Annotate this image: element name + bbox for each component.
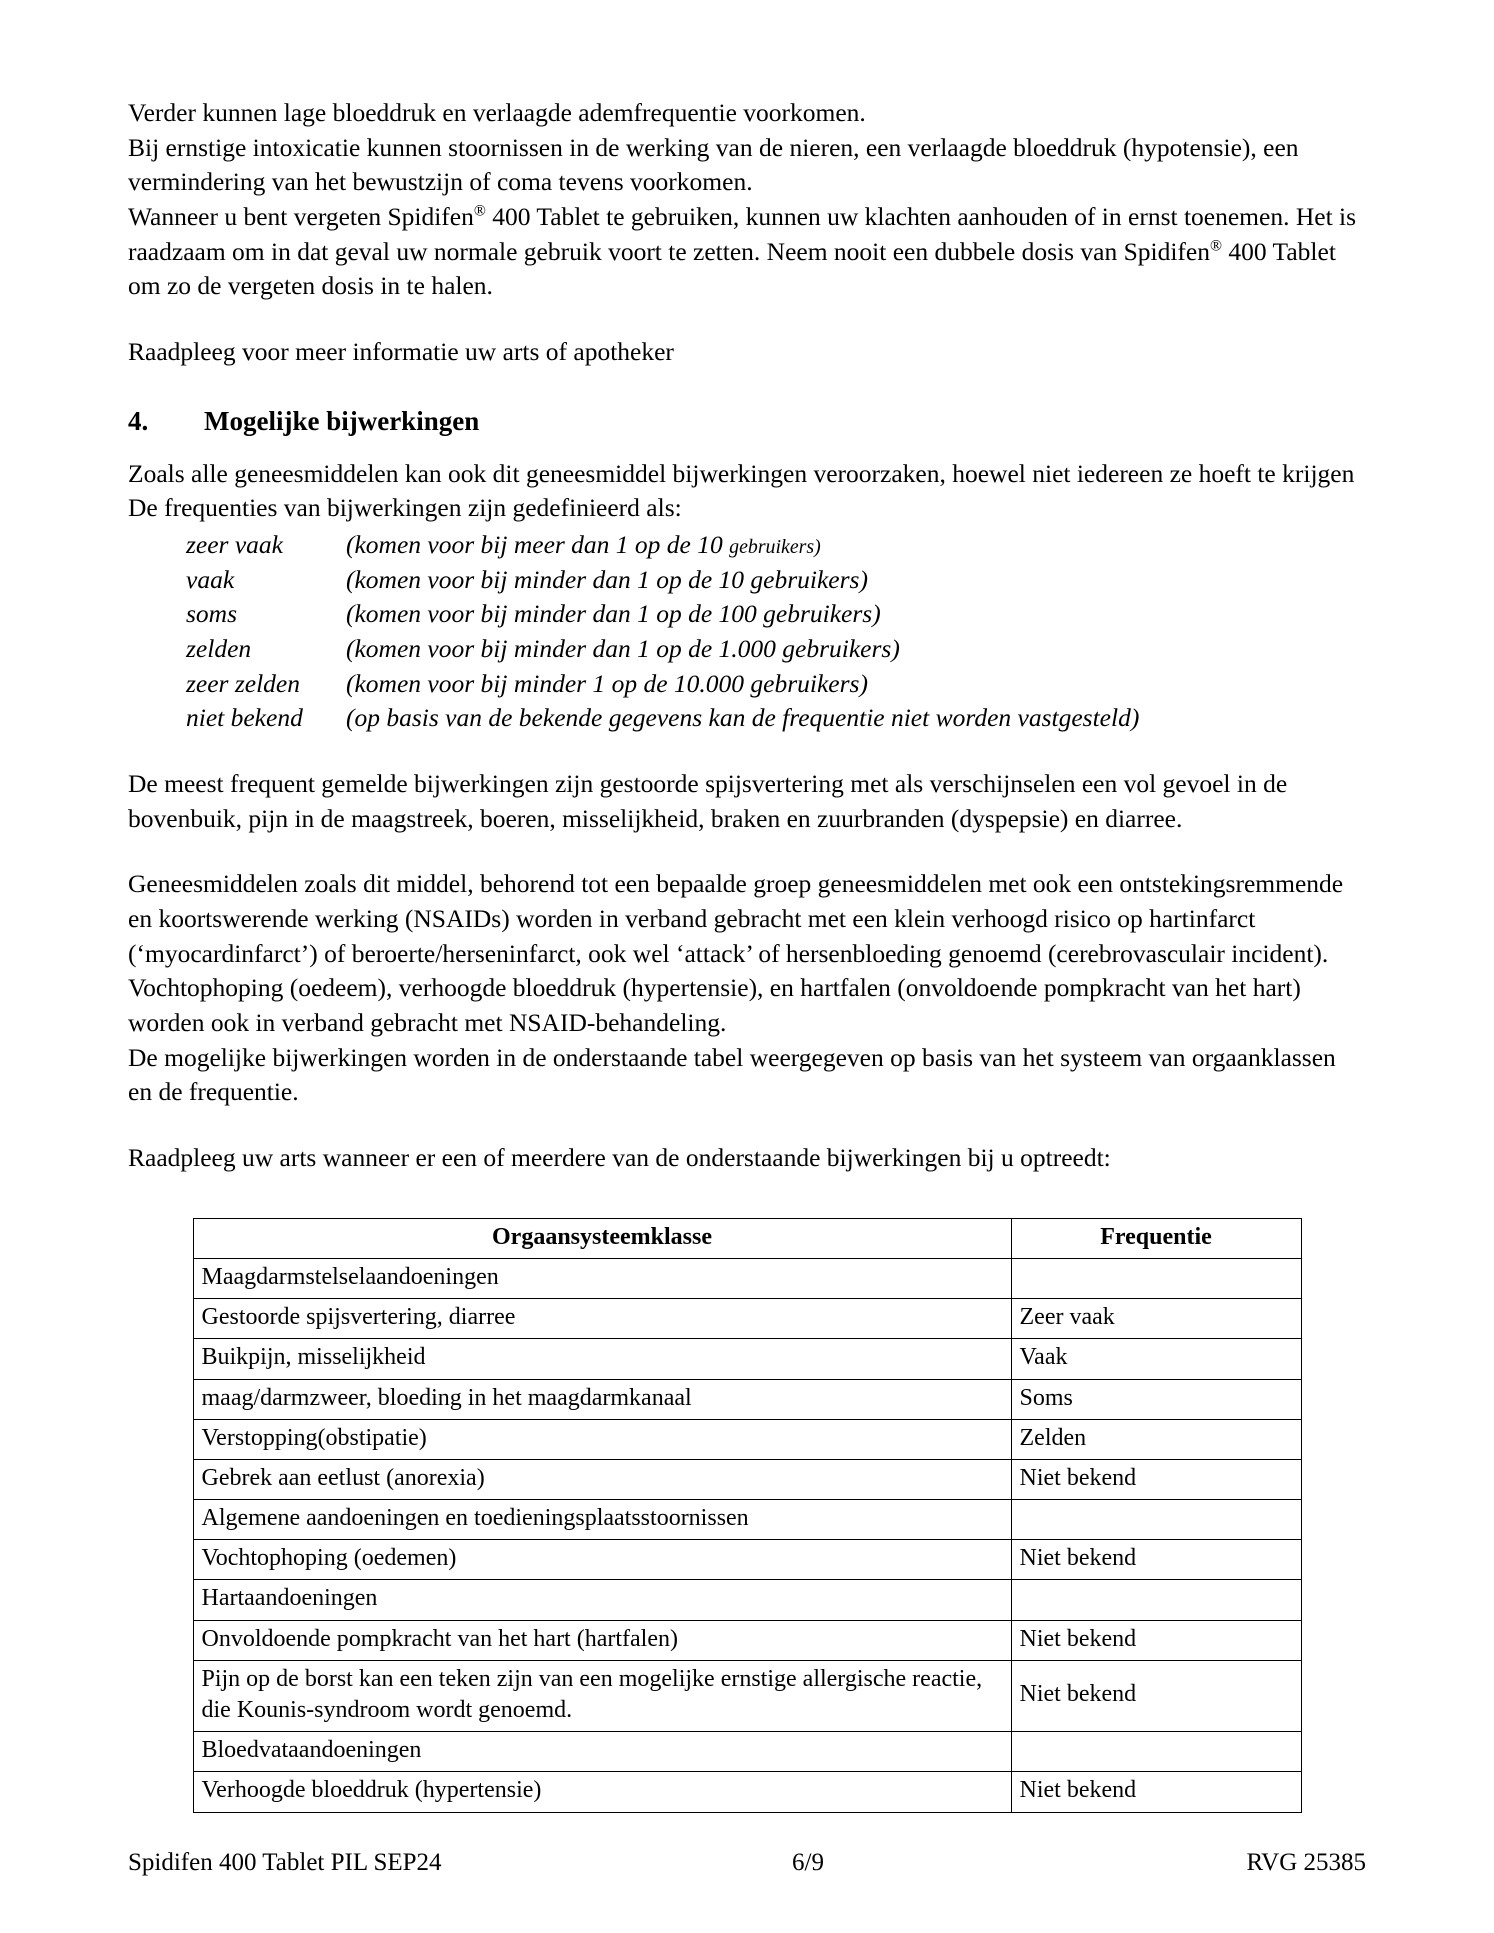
- frequency-term: niet bekend: [186, 703, 303, 733]
- section-heading-4: [128, 406, 1366, 437]
- frequency-definition-row: [128, 701, 1366, 736]
- adverse-effect-term: Gestoorde spijsvertering, diarree: [193, 1299, 1011, 1339]
- frequency-term: vaak: [186, 564, 235, 594]
- table-row: [193, 1580, 1301, 1620]
- forgotten-dose-text-1: Wanneer u bent vergeten Spidifen: [128, 202, 474, 232]
- adverse-effect-term: Verhoogde bloeddruk (hypertensie): [193, 1772, 1011, 1812]
- page-footer: [128, 1849, 1366, 1877]
- advice-block: [128, 335, 1366, 370]
- forgotten-dose-text-3: 400 Tablet om zo de vergeten dosis in te halen.: [128, 236, 1336, 301]
- consult-doctor-block: [128, 1141, 1366, 1176]
- frequency-term: zelden: [186, 634, 252, 664]
- forgotten-dose-text-2: 400 Tablet te gebruiken, kunnen uw klachten aanhouden of in ernst toenemen. Het is raadzaam om in dat geval uw normale gebruik voort te zetten. Neem nooit een dubbele dosis van Spidifen: [128, 202, 1357, 266]
- table-row: [193, 1258, 1301, 1298]
- footer-document-name: Spidifen 400 Tablet PIL SEP24: [128, 1849, 442, 1876]
- table-row: [193, 1459, 1301, 1499]
- frequency-definition: (op basis van de bekende gegevens kan de frequentie niet worden vastgesteld): [346, 703, 1140, 733]
- column-header-organ-class: Orgaansysteemklasse: [193, 1218, 1011, 1258]
- paragraph-spacer: [128, 1110, 1366, 1141]
- frequency-cell: Zelden: [1011, 1419, 1301, 1459]
- frequency-cell: Niet bekend: [1011, 1660, 1301, 1731]
- table-row: [193, 1772, 1301, 1812]
- frequency-definition: (komen voor bij minder 1 op de 10.000 gebruikers): [346, 668, 868, 698]
- frequency-definition-row: [128, 597, 1366, 632]
- column-header-frequency: Frequentie: [1011, 1218, 1301, 1258]
- table-body: [193, 1258, 1301, 1812]
- frequency-cell: Niet bekend: [1011, 1772, 1301, 1812]
- frequency-cell: Vaak: [1011, 1339, 1301, 1379]
- frequency-definition: (komen voor bij minder dan 1 op de 10 gebruikers): [346, 564, 868, 594]
- table-row: [193, 1339, 1301, 1379]
- frequency-definition: [346, 528, 1366, 563]
- nsaid-risk-paragraph: Geneesmiddelen zoals dit middel, behorend tot een bepaalde groep geneesmiddelen met ook een ontstekingsremmende en koortswerende werking (NSAIDs) worden in verband gebracht met een klein verhoogd risico op hartinfarct (‘myocardinfarct’) of beroerte/herseninfarct, ook wel ‘attack’ of hersenbloeding genoemd (cerebrovasculair incident). Vochtophoping (oedeem), verhoogde bloeddruk (hypertensie), en hartfalen (onvoldoende pompkracht van het hart) worden ook in verband gebracht met NSAID-behandeling.: [128, 869, 1344, 1038]
- adverse-effect-term: Gebrek aan eetlust (anorexia): [193, 1459, 1011, 1499]
- section-title: Mogelijke bijwerkingen: [204, 405, 480, 436]
- table-row: [193, 1660, 1301, 1731]
- table-row: [193, 1620, 1301, 1660]
- intro-paragraph-1: Verder kunnen lage bloeddruk en verlaagde ademfrequentie voorkomen.: [128, 98, 866, 127]
- section-lead-paragraph: Zoals alle geneesmiddelen kan ook dit geneesmiddel bijwerkingen veroorzaken, hoewel niet iedereen ze hoeft te krijgen: [128, 458, 1355, 488]
- frequency-cell: [1011, 1580, 1301, 1620]
- organ-class-group: Maagdarmstelselaandoeningen: [193, 1258, 1011, 1298]
- registered-mark-icon: ®: [1210, 237, 1223, 255]
- heading-spacer: [128, 437, 1366, 457]
- table-header-row: [193, 1218, 1301, 1258]
- adverse-effect-term: Pijn op de borst kan een teken zijn van een mogelijke ernstige allergische reactie, die Kounis-syndroom wordt genoemd.: [193, 1660, 1011, 1731]
- frequency-definition-list: [128, 528, 1366, 736]
- table-row: [193, 1419, 1301, 1459]
- table-row: [193, 1299, 1301, 1339]
- frequency-term: zeer vaak: [186, 530, 283, 560]
- frequency-cell: Soms: [1011, 1379, 1301, 1419]
- most-frequent-block: [128, 767, 1366, 836]
- footer-registration-number: RVG 25385: [1246, 1849, 1366, 1876]
- adverse-effect-term: Vochtophoping (oedemen): [193, 1540, 1011, 1580]
- frequency-cell: Niet bekend: [1011, 1459, 1301, 1499]
- frequency-term: zeer zelden: [186, 668, 301, 698]
- frequency-definition-row: [128, 528, 1366, 563]
- paragraph-spacer: [128, 304, 1366, 335]
- frequencies-intro: De frequenties van bijwerkingen zijn gedefinieerd als:: [128, 493, 682, 523]
- table-row: [193, 1732, 1301, 1772]
- adverse-effect-term: Buikpijn, misselijkheid: [193, 1339, 1011, 1379]
- forgotten-dose-paragraph: [128, 200, 1366, 304]
- adverse-effects-table: [193, 1218, 1302, 1813]
- list-spacer: [128, 736, 1366, 767]
- frequency-definition-small: gebruikers): [729, 536, 821, 559]
- registered-mark-icon: ®: [473, 202, 486, 220]
- table-row: [193, 1379, 1301, 1419]
- frequency-cell: [1011, 1500, 1301, 1540]
- organ-class-group: Bloedvataandoeningen: [193, 1732, 1011, 1772]
- table-row: [193, 1540, 1301, 1580]
- adverse-effect-term: Verstopping(obstipatie): [193, 1419, 1011, 1459]
- frequency-cell: [1011, 1732, 1301, 1772]
- footer-page-number: 6/9: [792, 1849, 824, 1876]
- adverse-effect-term: maag/darmzweer, bloeding in het maagdarmkanaal: [193, 1379, 1011, 1419]
- frequency-cell: Niet bekend: [1011, 1540, 1301, 1580]
- table-intro-paragraph: De mogelijke bijwerkingen worden in de onderstaande tabel weergegeven op basis van het systeem van orgaanklassen en de frequentie.: [128, 1042, 1336, 1107]
- paragraph-spacer: [128, 836, 1366, 867]
- frequency-definition-main: (komen voor bij meer dan 1 op de 10: [346, 530, 730, 560]
- frequency-cell: [1011, 1258, 1301, 1298]
- frequency-definition-row: [128, 632, 1366, 667]
- intro-block: [128, 96, 1366, 304]
- frequency-cell: Zeer vaak: [1011, 1299, 1301, 1339]
- organ-class-group: Hartaandoeningen: [193, 1580, 1011, 1620]
- organ-class-group: Algemene aandoeningen en toedieningsplaatsstoornissen: [193, 1500, 1011, 1540]
- intro-paragraph-2: Bij ernstige intoxicatie kunnen stoornissen in de werking van de nieren, een verlaagde bloeddruk (hypotensie), een vermindering van het bewustzijn of coma tevens voorkomen.: [128, 132, 1299, 197]
- frequency-term: soms: [186, 599, 238, 629]
- frequency-definition-row: [128, 563, 1366, 598]
- table-row: [193, 1500, 1301, 1540]
- frequency-definition: (komen voor bij minder dan 1 op de 1.000 gebruikers): [346, 634, 900, 664]
- adverse-effect-term: Onvoldoende pompkracht van het hart (hartfalen): [193, 1620, 1011, 1660]
- nsaid-risk-block: [128, 867, 1366, 1110]
- frequency-cell: Niet bekend: [1011, 1620, 1301, 1660]
- section-lead-block: [128, 457, 1366, 526]
- consult-doctor-paragraph: Raadpleeg uw arts wanneer er een of meerdere van de onderstaande bijwerkingen bij u optreedt:: [128, 1143, 1111, 1173]
- adverse-effects-table-wrapper: [128, 1218, 1366, 1813]
- section-number: 4.: [128, 405, 149, 436]
- most-frequent-paragraph: De meest frequent gemelde bijwerkingen zijn gestoorde spijsvertering met als verschijnselen een vol gevoel in de bovenbuik, pijn in de maagstreek, boeren, misselijkheid, braken en zuurbranden (dyspepsie) en diarree.: [128, 769, 1288, 833]
- advice-line: Raadpleeg voor meer informatie uw arts of apotheker: [128, 337, 674, 367]
- frequency-definition: (komen voor bij minder dan 1 op de 100 gebruikers): [346, 599, 881, 629]
- frequency-definition-row: [128, 667, 1366, 702]
